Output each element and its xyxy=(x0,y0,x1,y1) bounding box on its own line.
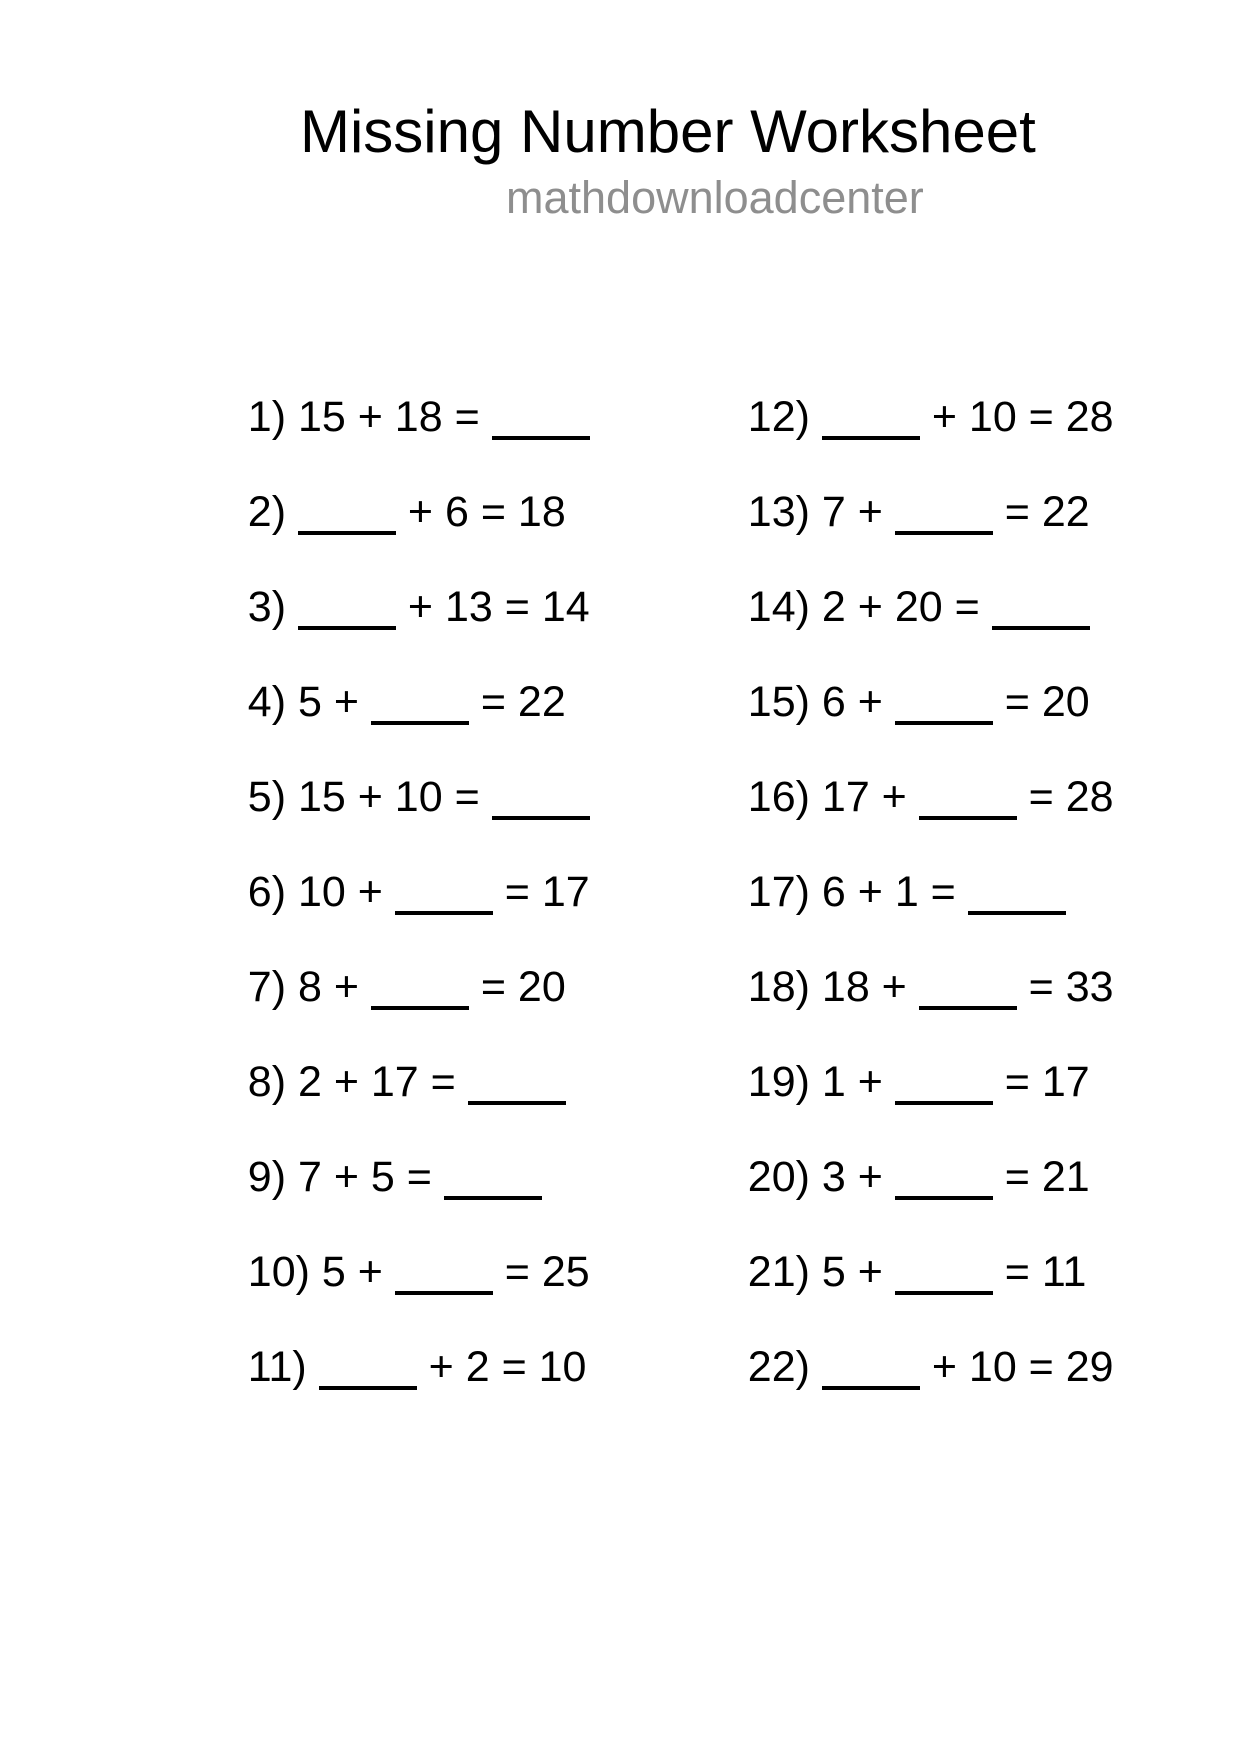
answer-blank xyxy=(298,626,396,630)
problem-text-after-blank: = 20 xyxy=(992,678,1090,726)
problem-row-13 xyxy=(700,448,1114,543)
problem-number: 9) xyxy=(247,1153,287,1201)
answer-blank xyxy=(822,1386,920,1390)
problem-text-before-blank: 8 + xyxy=(286,963,371,1011)
problem-text-after-blank: + 2 = 10 xyxy=(416,1343,587,1391)
problem-text-before-blank: 15 + 10 = xyxy=(286,773,492,821)
problems-grid xyxy=(200,353,1114,1398)
problem-row-12 xyxy=(700,353,1114,448)
answer-blank xyxy=(895,721,993,725)
problem-number: 11) xyxy=(247,1343,307,1391)
problem-text-after-blank: = 17 xyxy=(992,1058,1090,1106)
problem-row-9 xyxy=(200,1113,700,1208)
problem-number: 18) xyxy=(747,963,810,1011)
problem-row-16 xyxy=(700,733,1114,828)
problem-number: 7) xyxy=(247,963,287,1011)
answer-blank xyxy=(992,626,1090,630)
problem-number: 3) xyxy=(247,583,287,631)
answer-blank xyxy=(492,816,590,820)
problem-text-before-blank: 2 + 20 = xyxy=(809,583,992,631)
problem-number: 8) xyxy=(247,1058,287,1106)
problem-number: 14) xyxy=(747,583,810,631)
problem-text-before-blank: 5 + xyxy=(286,678,371,726)
problem-text-before-blank xyxy=(810,1343,822,1391)
problem-number: 2) xyxy=(247,488,287,536)
answer-blank xyxy=(919,816,1017,820)
problem-text-before-blank: 1 + xyxy=(809,1058,895,1106)
problem-text-before-blank: 18 + xyxy=(809,963,919,1011)
problem-row-11 xyxy=(200,1303,700,1398)
problem-text-before-blank: 5 + xyxy=(309,1248,395,1296)
problem-number: 4) xyxy=(247,678,287,726)
problem-row-6 xyxy=(200,828,700,923)
worksheet-title: Missing Number Worksheet xyxy=(300,98,1036,165)
answer-blank xyxy=(444,1196,542,1200)
problem-text-after-blank: = 22 xyxy=(992,488,1090,536)
problem-text-after-blank: + 6 = 18 xyxy=(395,488,566,536)
problem-number: 20) xyxy=(747,1153,810,1201)
problem-number: 21) xyxy=(747,1248,810,1296)
problem-number: 13) xyxy=(747,488,810,536)
problem-text-after-blank: = 17 xyxy=(492,868,590,916)
problem-text-after-blank: = 22 xyxy=(468,678,566,726)
problem-row-22 xyxy=(700,1303,1114,1398)
answer-blank xyxy=(371,721,469,725)
answer-blank xyxy=(895,1196,993,1200)
problem-row-4 xyxy=(200,638,700,733)
answer-blank xyxy=(492,436,590,440)
problem-number: 19) xyxy=(747,1058,810,1106)
problem-text-after-blank: = 11 xyxy=(992,1248,1087,1296)
problem-row-3 xyxy=(200,543,700,638)
problem-text-after-blank: = 25 xyxy=(492,1248,590,1296)
problem-number: 6) xyxy=(247,868,287,916)
problem-text-before-blank xyxy=(307,1343,319,1391)
problem-text-after-blank: + 10 = 28 xyxy=(919,393,1114,441)
problem-row-10 xyxy=(200,1208,700,1303)
problem-row-14 xyxy=(700,543,1114,638)
problem-row-20 xyxy=(700,1113,1114,1208)
answer-blank xyxy=(298,531,396,535)
answer-blank xyxy=(968,911,1066,915)
problem-text-before-blank xyxy=(286,583,298,631)
problem-row-21 xyxy=(700,1208,1114,1303)
problem-text-after-blank: = 21 xyxy=(992,1153,1090,1201)
worksheet-brand: mathdownloadcenter xyxy=(506,172,924,223)
answer-blank xyxy=(895,531,993,535)
answer-blank xyxy=(822,436,920,440)
problem-number: 10) xyxy=(247,1248,310,1296)
answer-blank xyxy=(395,1291,493,1295)
problem-row-2 xyxy=(200,448,700,543)
problem-text-before-blank xyxy=(810,393,822,441)
problem-text-after-blank: = 33 xyxy=(1016,963,1114,1011)
problem-text-before-blank: 10 + xyxy=(286,868,395,916)
problem-number: 5) xyxy=(247,773,287,821)
problem-text-after-blank: + 10 = 29 xyxy=(919,1343,1114,1391)
problem-number: 1) xyxy=(247,393,287,441)
answer-blank xyxy=(395,911,493,915)
problem-row-15 xyxy=(700,638,1114,733)
problem-text-before-blank: 2 + 17 = xyxy=(286,1058,468,1106)
problem-row-7 xyxy=(200,923,700,1018)
problem-row-8 xyxy=(200,1018,700,1113)
problem-row-5 xyxy=(200,733,700,828)
problem-number: 15) xyxy=(747,678,810,726)
problem-text-before-blank: 7 + xyxy=(809,488,895,536)
problem-text-after-blank: + 13 = 14 xyxy=(395,583,590,631)
problem-number: 22) xyxy=(747,1343,810,1391)
problem-row-17 xyxy=(700,828,1114,923)
answer-blank xyxy=(895,1291,993,1295)
problem-text-after-blank: = 28 xyxy=(1016,773,1114,821)
answer-blank xyxy=(319,1386,417,1390)
problem-text-before-blank: 15 + 18 = xyxy=(286,393,492,441)
answer-blank xyxy=(895,1101,993,1105)
problem-number: 17) xyxy=(747,868,810,916)
problem-text-before-blank: 6 + 1 = xyxy=(809,868,968,916)
problem-text-after-blank: = 20 xyxy=(468,963,566,1011)
problem-text-before-blank xyxy=(286,488,298,536)
answer-blank xyxy=(468,1101,566,1105)
answer-blank xyxy=(919,1006,1017,1010)
problem-text-before-blank: 5 + xyxy=(809,1248,895,1296)
problem-number: 16) xyxy=(747,773,810,821)
problem-text-before-blank: 7 + 5 = xyxy=(286,1153,444,1201)
problem-text-before-blank: 3 + xyxy=(809,1153,895,1201)
problem-text-before-blank: 6 + xyxy=(809,678,895,726)
problem-number: 12) xyxy=(747,393,810,441)
problem-row-1 xyxy=(200,353,700,448)
problem-text-before-blank: 17 + xyxy=(809,773,919,821)
answer-blank xyxy=(371,1006,469,1010)
problem-row-19 xyxy=(700,1018,1114,1113)
problem-row-18 xyxy=(700,923,1114,1018)
